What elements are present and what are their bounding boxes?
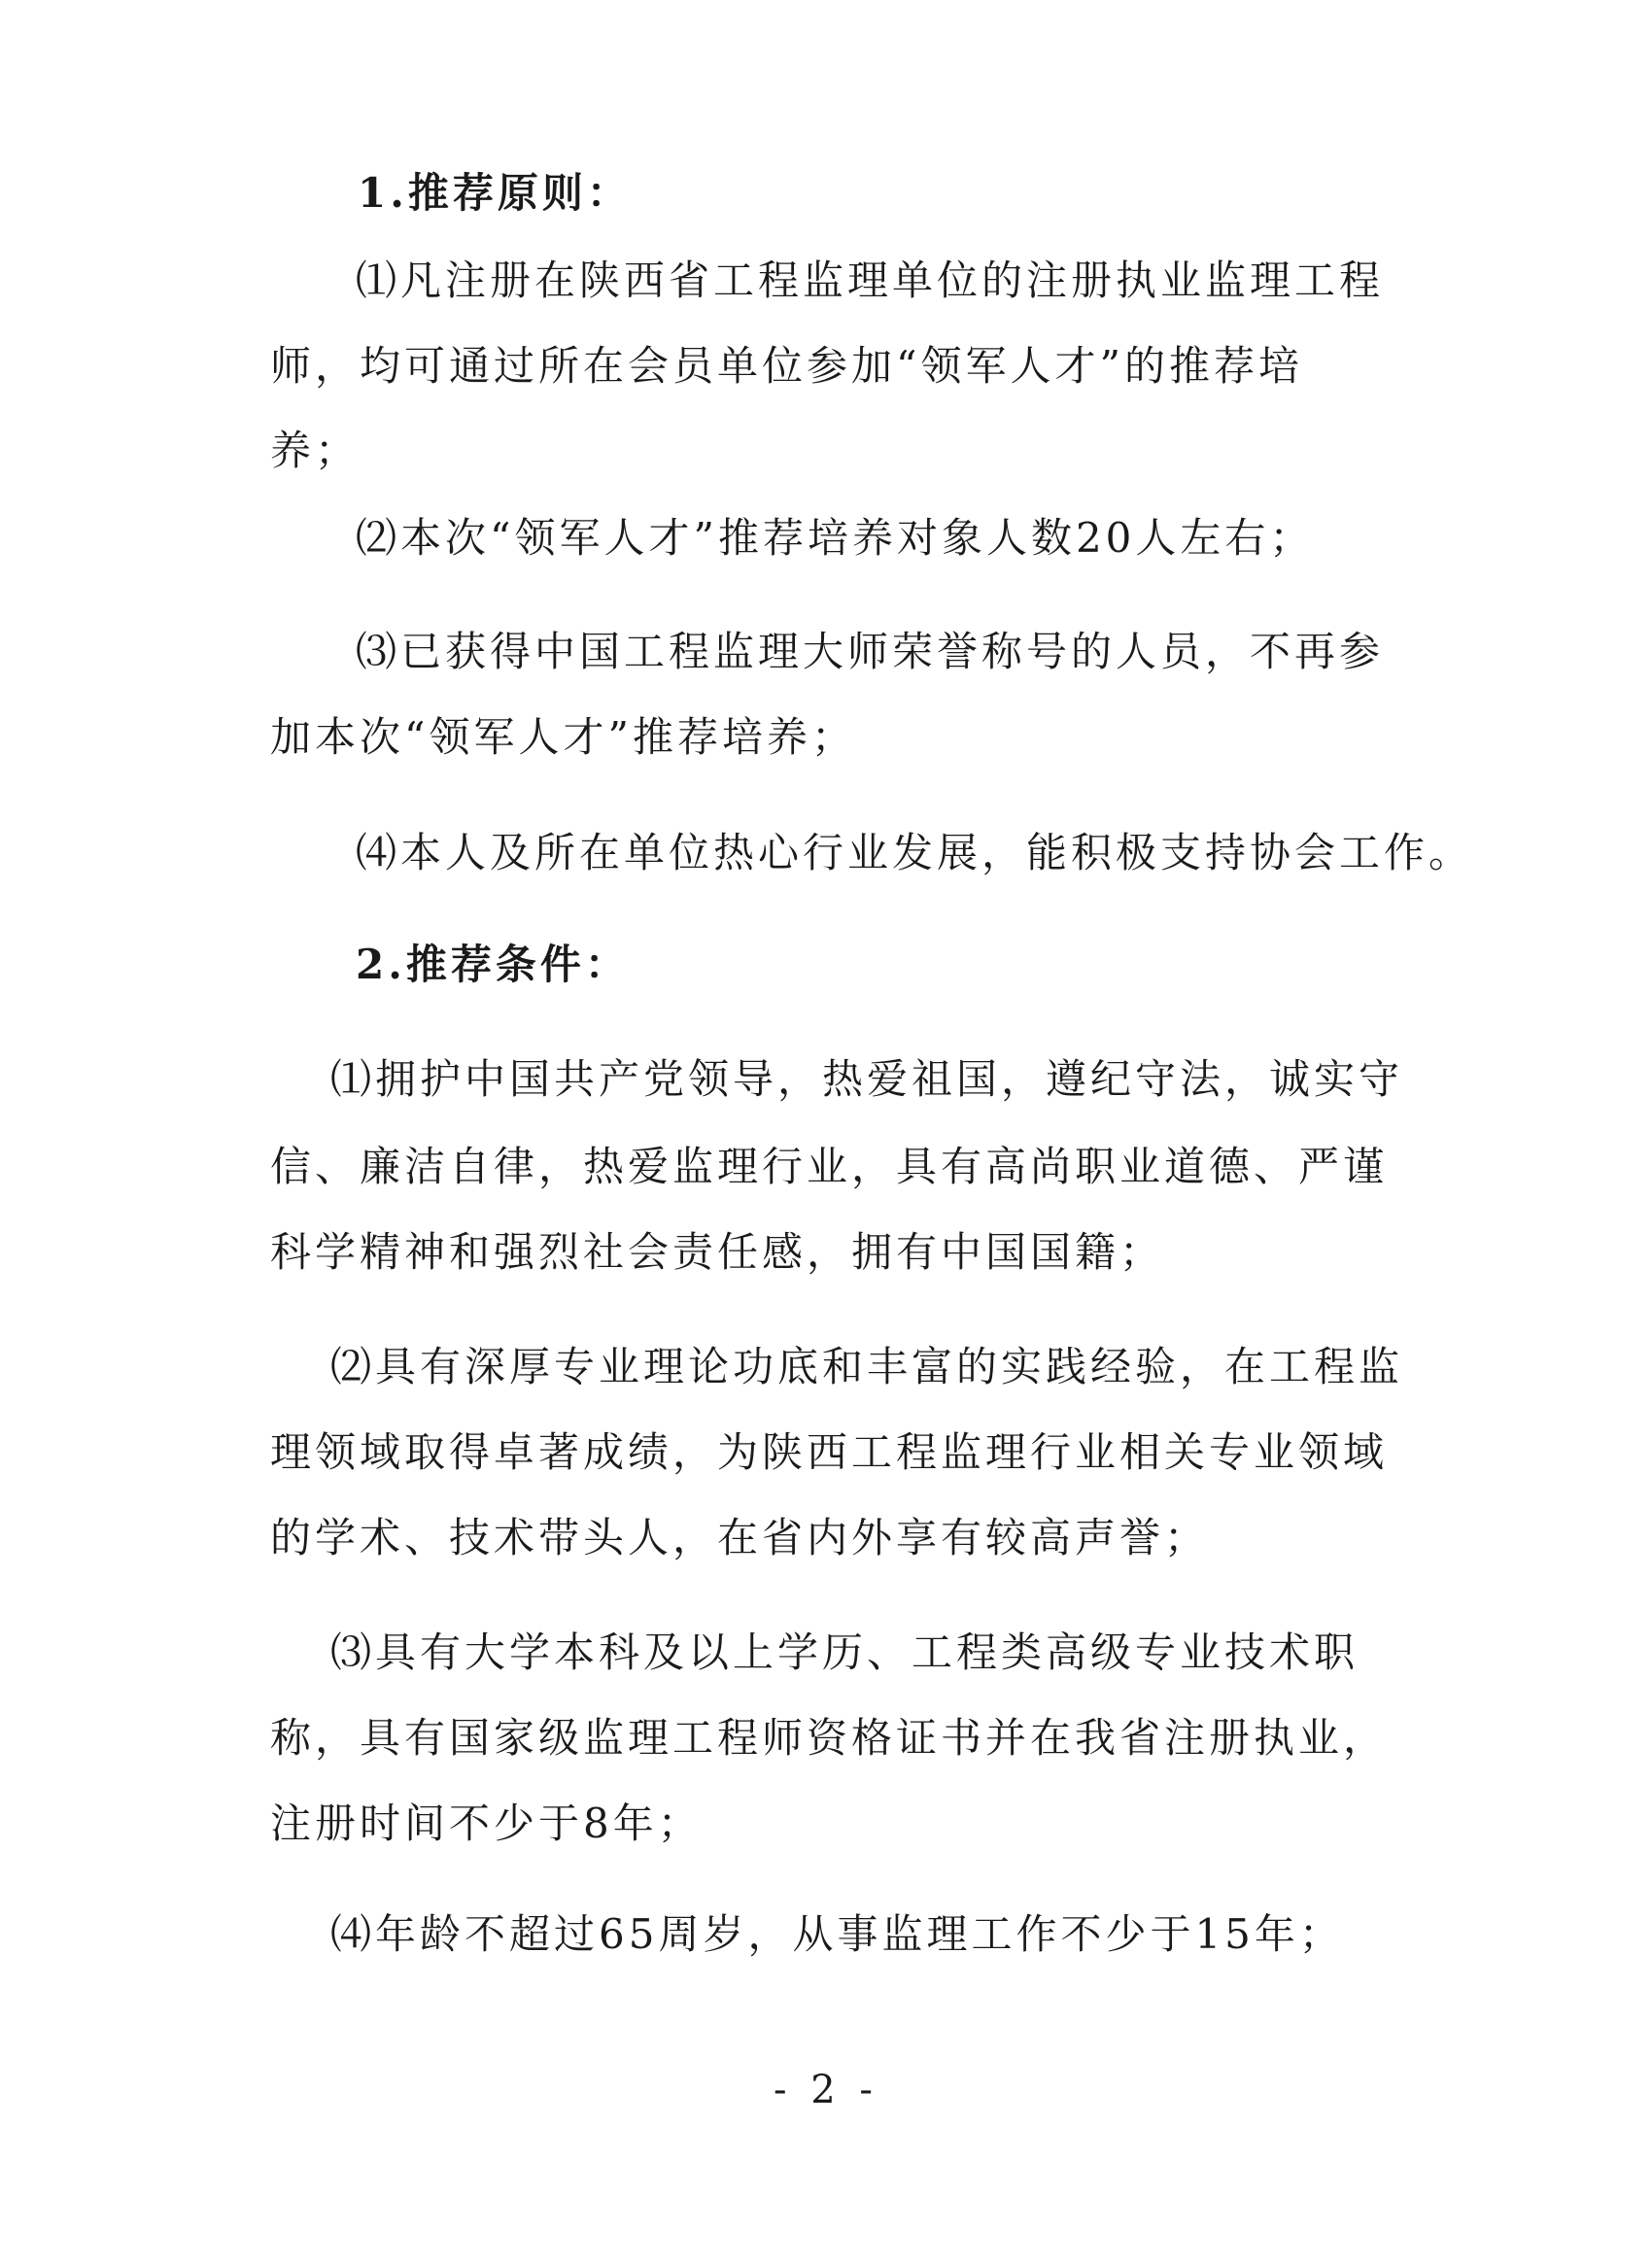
section-1-item-1-line-2: 师，均可通过所在会员单位参加“领军人才”的推荐培 — [270, 342, 1303, 390]
section-2-item-1-line-2: 信、廉洁自律，热爱监理行业，具有高尚职业道德、严谨 — [270, 1143, 1389, 1190]
section-1-item-4-line-1: ⑷本人及所在单位热心行业发展，能积极支持协会工作。 — [356, 829, 1474, 876]
section-1-item-1-line-1: ⑴凡注册在陕西省工程监理单位的注册执业监理工程 — [356, 257, 1385, 304]
section-2-item-1-line-1: ⑴拥护中国共产党领导，热爱祖国，遵纪守法，诚实守 — [330, 1055, 1404, 1103]
section-2-item-2-line-3: 的学术、技术带头人，在省内外享有较高声誉； — [270, 1514, 1210, 1561]
section-2-item-3-line-2: 称，具有国家级监理工程师资格证书并在我省注册执业， — [270, 1714, 1389, 1762]
page-number: - 2 - — [774, 2068, 878, 2112]
section-1-item-3-line-1: ⑶已获得中国工程监理大师荣誉称号的人员，不再参 — [356, 628, 1385, 675]
section-1-item-2-line-1: ⑵本次“领军人才”推荐培养对象人数20人左右； — [356, 514, 1315, 562]
section-2-item-2-line-1: ⑵具有深厚专业理论功底和丰富的实践经验，在工程监 — [330, 1343, 1404, 1390]
section-1-item-1-line-3: 养； — [270, 427, 361, 474]
section-2-item-3-line-1: ⑶具有大学本科及以上学历、工程类高级专业技术职 — [330, 1628, 1359, 1676]
section-1-heading: 1.推荐原则： — [358, 169, 632, 217]
section-2-item-1-line-3: 科学精神和强烈社会责任感，拥有中国国籍； — [270, 1228, 1165, 1276]
section-2-heading: 2.推荐条件： — [356, 941, 630, 988]
section-2-item-3-line-3: 注册时间不少于8年； — [270, 1799, 703, 1847]
section-1-item-3-line-2: 加本次“领军人才”推荐培养； — [270, 713, 856, 761]
section-2-item-4-line-1: ⑷年龄不超过65周岁，从事监理工作不少于15年； — [330, 1910, 1344, 1958]
section-2-item-2-line-2: 理领域取得卓著成绩，为陕西工程监理行业相关专业领域 — [270, 1428, 1389, 1476]
